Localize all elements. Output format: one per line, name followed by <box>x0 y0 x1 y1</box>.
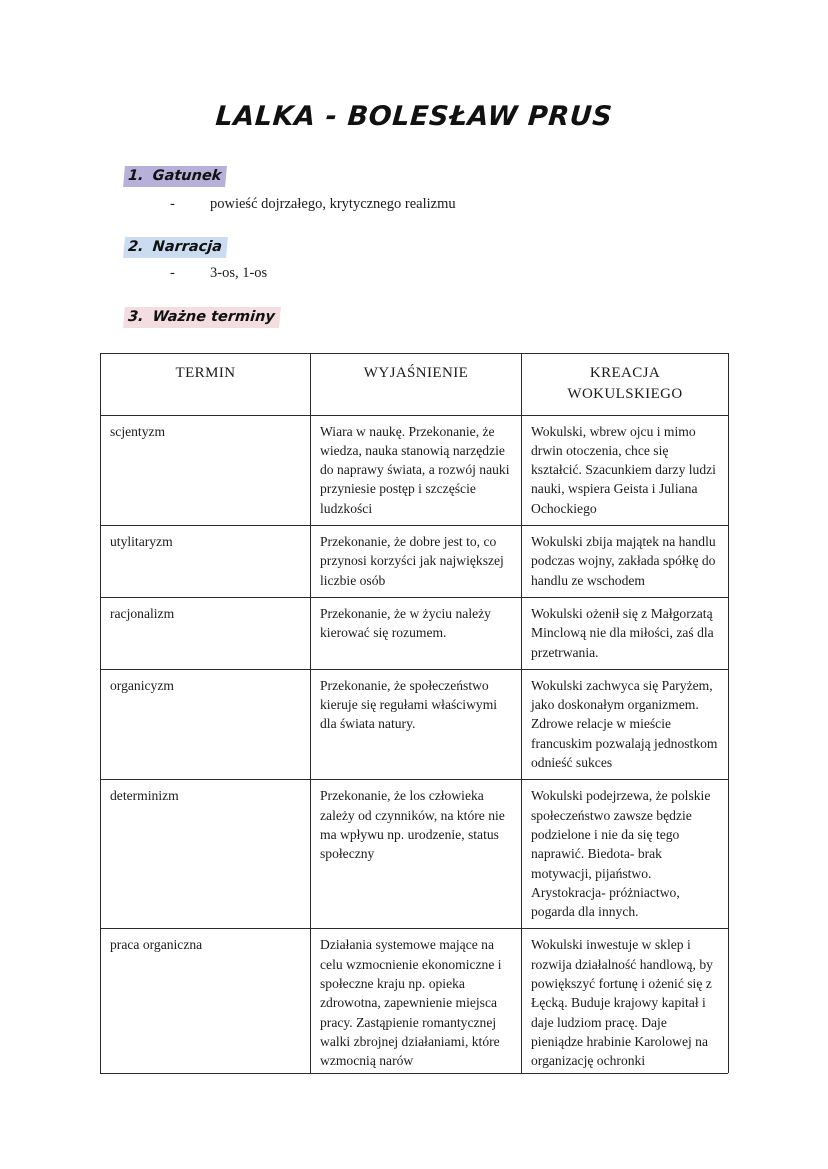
cell-creation: Wokulski podejrzewa, że polskie społeczeństwo zawsze będzie podzielone i nie da się tego naprawić. Biedota- brak motywacji, pijaństwo. Arystokracja- próżniactwo, pogarda dla innych. <box>522 780 729 929</box>
column-header-termin: TERMIN <box>101 354 311 416</box>
cell-explanation: Przekonanie, że dobre jest to, co przynosi korzyści jak największej liczbie osób <box>311 526 522 598</box>
cell-term: determinizm <box>101 780 311 929</box>
section-number: 2. <box>127 239 145 255</box>
cell-explanation: Przekonanie, że w życiu należy kierować się rozumem. <box>311 597 522 669</box>
cell-creation: Wokulski zachwyca się Paryżem, jako doskonałym organizmem. Zdrowe relacje w mieście francuskim pozwalają jednostkom odnieść sukces <box>522 669 729 779</box>
cell-explanation: Wiara w naukę. Przekonanie, że wiedza, nauka stanowią narzędzie do naprawy świata, a rozwój nauki przyniesie postęp i szczęście ludzkości <box>311 415 522 525</box>
table-header-row <box>101 354 729 416</box>
table-row <box>101 597 729 669</box>
table-row <box>101 780 729 929</box>
bullet-item-gatunek <box>170 196 456 213</box>
bullet-dash: - <box>170 196 175 212</box>
table-row <box>101 526 729 598</box>
cell-creation: Wokulski, wbrew ojcu i mimo drwin otoczenia, chce się kształcić. Szacunkiem darzy ludzi nauki, wspiera Geista i Juliana Ochockiego <box>522 415 729 525</box>
section-label: Ważne terminy <box>151 309 276 325</box>
cell-creation: Wokulski ożenił się z Małgorzatą Minclową nie dla miłości, zaś dla przetrwania. <box>522 597 729 669</box>
column-header-wyjasnienie: WYJAŚNIENIE <box>311 354 522 416</box>
table-clipped-edge <box>100 1073 728 1074</box>
cell-term: utylitaryzm <box>101 526 311 598</box>
section-number: 1. <box>127 168 145 184</box>
bullet-dash: - <box>170 265 175 281</box>
table-row <box>101 929 729 1078</box>
cell-explanation: Przekonanie, że los człowieka zależy od czynników, na które nie ma wpływu np. urodzenie, status społeczny <box>311 780 522 929</box>
section-heading-wazne-terminy <box>123 307 281 328</box>
cell-term: praca organiczna <box>101 929 311 1078</box>
column-header-kreacja: KREACJA WOKULSKIEGO <box>522 354 729 416</box>
bullet-item-narracja <box>170 265 267 282</box>
section-heading-gatunek <box>123 166 227 187</box>
terms-table <box>100 353 729 1111</box>
cell-term: racjonalizm <box>101 597 311 669</box>
cell-term: organicyzm <box>101 669 311 779</box>
cell-creation: Wokulski inwestuje w sklep i rozwija działalność handlową, by powiększyć fortunę i ożenić się z Łęcką. Buduje krajowy kapitał i daje ludziom pracę. Daje pieniądze hrabinie Karolowej na organizację ochronki <box>522 929 729 1078</box>
cell-explanation: Przekonanie, że społeczeństwo kieruje się regułami właściwymi dla świata natury. <box>311 669 522 779</box>
table-row <box>101 415 729 525</box>
bullet-text: powieść dojrzałego, krytycznego realizmu <box>210 196 456 212</box>
table-row <box>101 669 729 779</box>
section-heading-narracja <box>123 237 228 258</box>
page-bottom-margin <box>0 1073 828 1169</box>
section-number: 3. <box>127 309 145 325</box>
cell-creation: Wokulski zbija majątek na handlu podczas wojny, zakłada spółkę do handlu ze wschodem <box>522 526 729 598</box>
cell-term: scjentyzm <box>101 415 311 525</box>
page-title: LALKA - BOLESŁAW PRUS <box>214 101 614 132</box>
section-label: Gatunek <box>151 168 223 184</box>
bullet-text: 3-os, 1-os <box>210 265 268 281</box>
cell-explanation: Działania systemowe mające na celu wzmocnienie ekonomiczne i społeczne kraju np. opieka zdrowotna, zapewnienie miejsca pracy. Zastąpienie romantycznej walki zbrojnej działaniami, które wzmocnią narów <box>311 929 522 1078</box>
section-label: Narracja <box>151 239 223 255</box>
